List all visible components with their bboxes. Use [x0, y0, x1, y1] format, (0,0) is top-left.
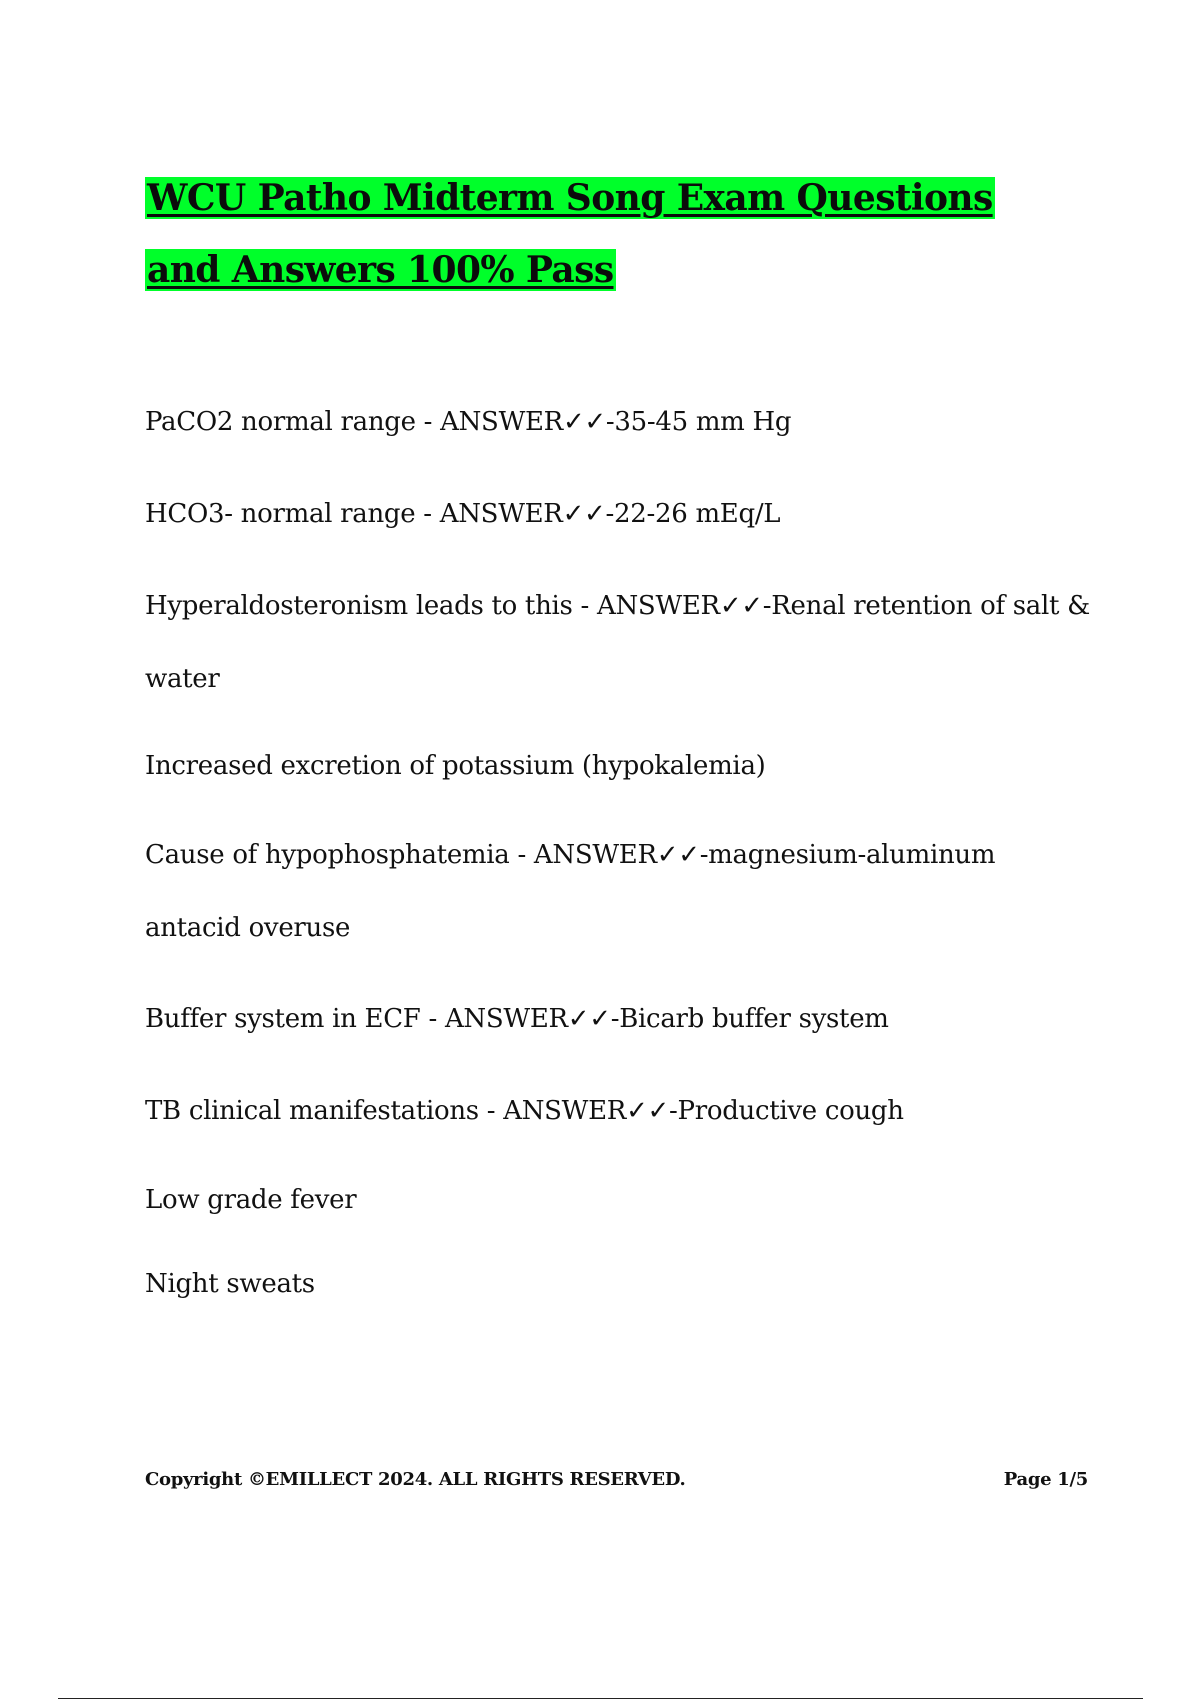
- qa-line-hypophosphatemia-cont: antacid overuse: [145, 913, 351, 943]
- document-title: [145, 162, 1075, 306]
- qa-line-hyperaldosteronism-cont: water: [145, 664, 220, 694]
- footer-page-number: Page 1/5: [1003, 1469, 1088, 1490]
- footer-copyright: Copyright ©EMILLECT 2024. ALL RIGHTS RESERVED.: [145, 1469, 686, 1490]
- qa-line-buffer-system: Buffer system in ECF - ANSWER✓✓-Bicarb buffer system: [145, 1004, 889, 1034]
- qa-line-potassium: Increased excretion of potassium (hypokalemia): [145, 751, 766, 781]
- qa-line-tb: TB clinical manifestations - ANSWER✓✓-Productive cough: [145, 1096, 904, 1126]
- qa-line-hyperaldosteronism: Hyperaldosteronism leads to this - ANSWER✓✓-Renal retention of salt &: [145, 591, 1090, 621]
- bottom-rule: [58, 1698, 1143, 1699]
- title-highlight: WCU Patho Midterm Song Exam Questions and Answers 100% Pass: [147, 177, 993, 291]
- qa-line-hypophosphatemia: Cause of hypophosphatemia - ANSWER✓✓-magnesium-aluminum: [145, 840, 996, 870]
- qa-line-night-sweats: Night sweats: [145, 1269, 315, 1299]
- qa-line-hco3: HCO3- normal range - ANSWER✓✓-22-26 mEq/L: [145, 499, 781, 529]
- qa-line-low-grade-fever: Low grade fever: [145, 1185, 357, 1215]
- qa-line-paco2: PaCO2 normal range - ANSWER✓✓-35-45 mm Hg: [145, 407, 792, 437]
